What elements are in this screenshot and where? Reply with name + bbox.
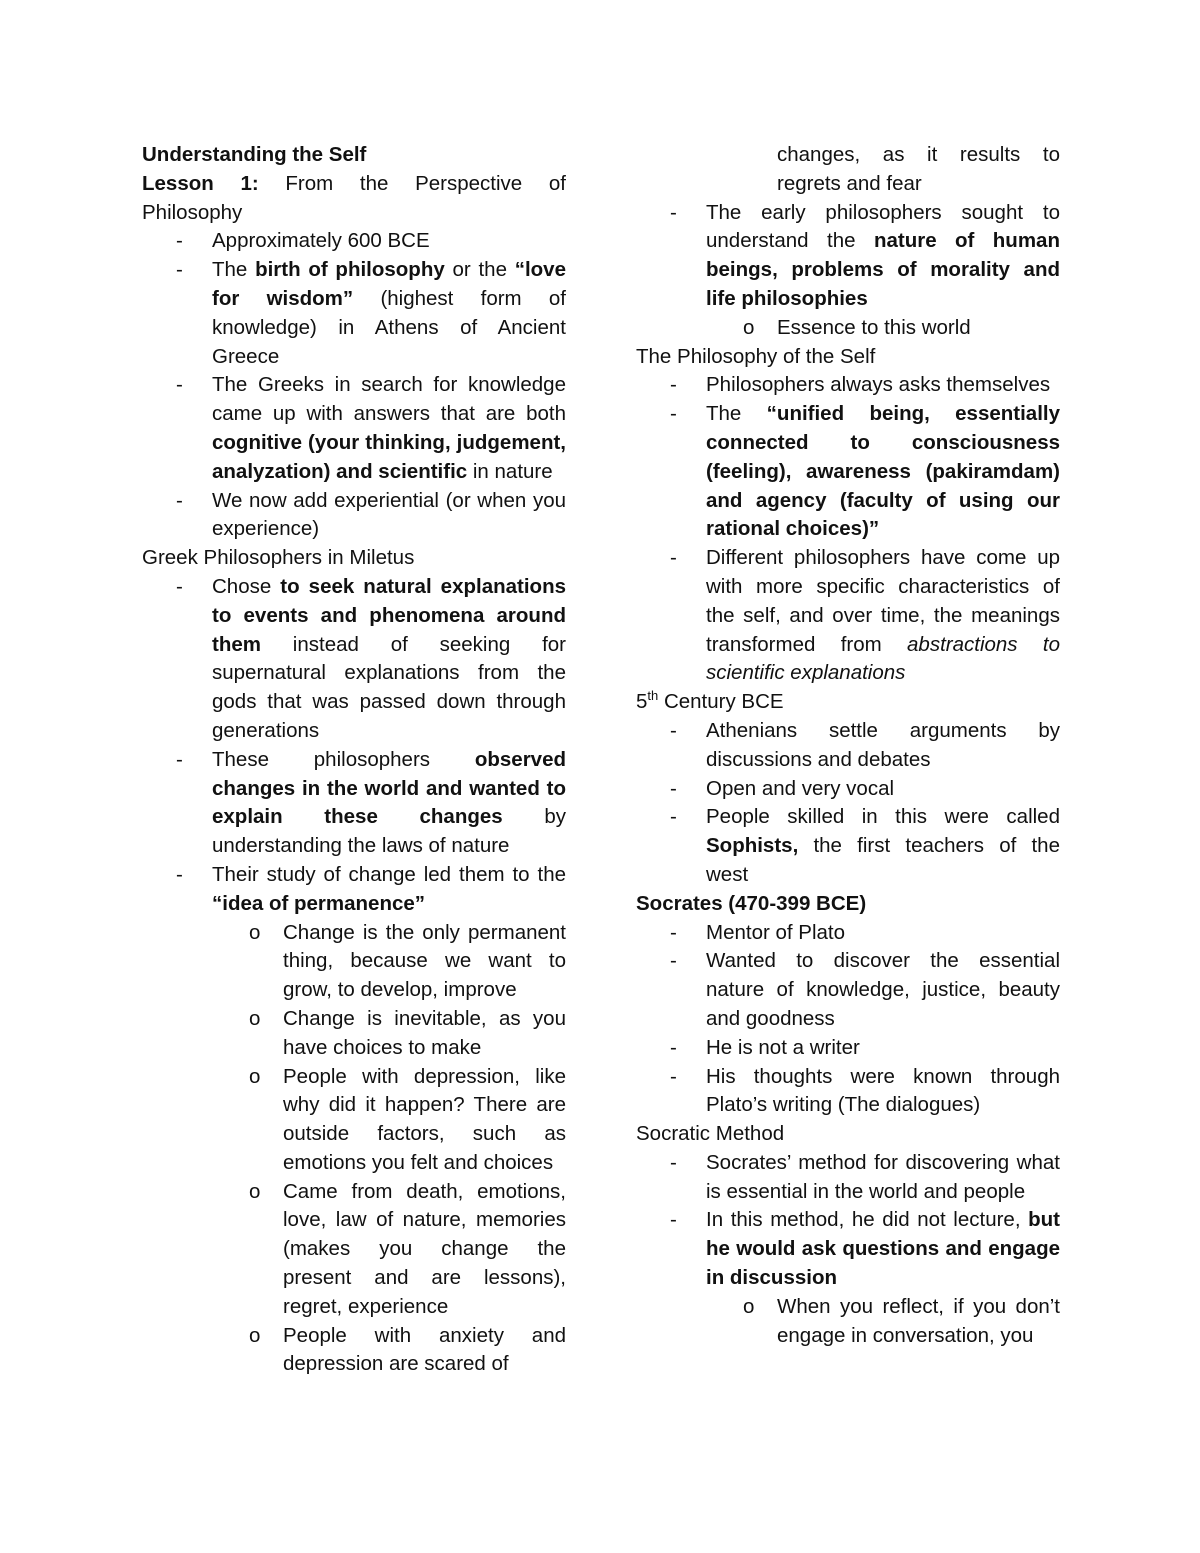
- left-column: [142, 141, 566, 1379]
- list-item: - People skilled in this were called Sophists, the first teachers of the west: [636, 803, 1060, 889]
- list-item: - We now add experiential (or when you experience): [142, 487, 566, 545]
- list-item: - Mentor of Plato: [636, 919, 1060, 948]
- section-heading-self: The Philosophy of the Self: [636, 344, 876, 368]
- sub-list-item: o Change is inevitable, as you have choices to make: [142, 1005, 566, 1063]
- list-item: - Approximately 600 BCE: [142, 227, 566, 256]
- list-item: - Chose to seek natural explanations to events and phenomena around them instead of seeking for supernatural explanations from the gods that was passed down through generations: [142, 573, 566, 746]
- list-item: - He is not a writer: [636, 1034, 1060, 1063]
- section-heading-method: Socratic Method: [636, 1122, 785, 1146]
- section-heading-century: 5th Century BCE: [636, 688, 784, 714]
- list-item: - Open and very vocal: [636, 775, 1060, 804]
- list-item: - His thoughts were known through Plato’s writing (The dialogues): [636, 1063, 1060, 1121]
- right-column: [636, 141, 1060, 1350]
- list-item: - Their study of change led them to the “idea of permanence”: [142, 861, 566, 919]
- sub-list-item: o People with depression, like why did it happen? There are outside factors, such as emotions you felt and choices: [142, 1063, 566, 1178]
- list-item: - In this method, he did not lecture, but he would ask questions and engage in discussion: [636, 1206, 1060, 1292]
- list-item: - The Greeks in search for knowledge came up with answers that are both cognitive (your thinking, judgement, analyzation) and scientific in nature: [142, 371, 566, 486]
- continued-text: changes, as it results to regrets and fear: [777, 143, 1060, 195]
- list-item: - Athenians settle arguments by discussions and debates: [636, 717, 1060, 775]
- document-title: Understanding the Self: [142, 143, 367, 166]
- list-item: - Different philosophers have come up with more specific characteristics of the self, and over time, the meanings transformed from abstractions to scientific explanations: [636, 544, 1060, 688]
- list-item: - Wanted to discover the essential nature of knowledge, justice, beauty and goodness: [636, 947, 1060, 1033]
- section-heading-miletus: Greek Philosophers in Miletus: [142, 546, 415, 570]
- section-heading-socrates: Socrates (470-399 BCE): [636, 891, 867, 915]
- list-item: - The “unified being, essentially connected to consciousness (feeling), awareness (pakiramdam) and agency (faculty of using our rational choices)”: [636, 400, 1060, 544]
- sub-list-item: o People with anxiety and depression are scared of: [142, 1322, 566, 1380]
- sub-list-item: o Came from death, emotions, love, law of nature, memories (makes you change the present and are lessons), regret, experience: [142, 1178, 566, 1322]
- sub-list-item: o Change is the only permanent thing, because we want to grow, to develop, improve: [142, 919, 566, 1005]
- list-item: - The early philosophers sought to understand the nature of human beings, problems of morality and life philosophies: [636, 199, 1060, 314]
- sub-list-item: o Essence to this world: [636, 314, 1060, 343]
- list-item: - The birth of philosophy or the “love for wisdom” (highest form of knowledge) in Athens of Ancient Greece: [142, 256, 566, 371]
- list-item: - These philosophers observed changes in the world and wanted to explain these changes by understanding the laws of nature: [142, 746, 566, 861]
- list-item: - Philosophers always asks themselves: [636, 371, 1060, 400]
- list-item: - Socrates’ method for discovering what is essential in the world and people: [636, 1149, 1060, 1207]
- lesson-heading: Lesson 1: From the Perspective of Philosophy: [142, 171, 566, 224]
- sub-list-item: o When you reflect, if you don’t engage in conversation, you: [636, 1293, 1060, 1351]
